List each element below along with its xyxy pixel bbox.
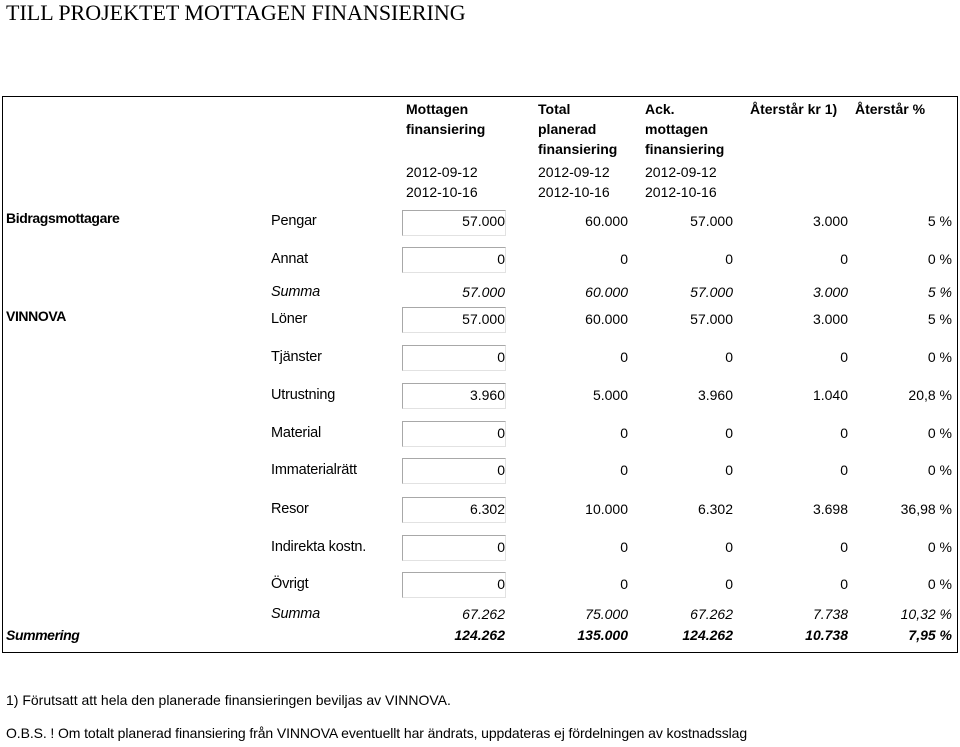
- ack-value: 0: [725, 576, 733, 592]
- aterstar-value: 3.698: [812, 501, 848, 517]
- aterstar-value: 0: [840, 349, 848, 365]
- section-vinnova: VINNOVA: [6, 308, 66, 324]
- aterstar-pct-value: 0 %: [927, 576, 952, 592]
- mottagen-input[interactable]: [402, 458, 506, 484]
- aterstar-value: 0: [840, 576, 848, 592]
- planerad-value: 75.000: [585, 606, 628, 622]
- ack-value: 0: [725, 349, 733, 365]
- planerad-value: 0: [620, 251, 628, 267]
- ack-value: 3.960: [697, 387, 733, 403]
- mottagen-value: 6.302: [469, 501, 505, 517]
- aterstar-pct-value: 0 %: [927, 251, 952, 267]
- aterstar-pct-value: 7,95 %: [908, 627, 952, 643]
- aterstar-value: 10.738: [805, 627, 848, 643]
- aterstar-value: 3.000: [812, 311, 848, 327]
- aterstar-value: 1.040: [812, 387, 848, 403]
- ack-value: 0: [725, 251, 733, 267]
- planerad-value: 60.000: [585, 284, 628, 300]
- page-title: TILL PROJEKTET MOTTAGEN FINANSIERING: [6, 0, 466, 25]
- header-ack-mottagen: Ack. mottagen finansiering: [645, 101, 725, 157]
- mottagen-value: 57.000: [462, 284, 505, 300]
- row-label: Övrigt: [271, 576, 309, 592]
- mottagen-value: 3.960: [469, 387, 505, 403]
- section-summering: Summering: [6, 627, 80, 643]
- mottagen-input[interactable]: [402, 247, 506, 273]
- aterstar-pct-value: 0 %: [927, 539, 952, 555]
- row-label: Summa: [271, 606, 320, 622]
- mottagen-value: 0: [497, 349, 505, 365]
- planerad-value: 0: [620, 425, 628, 441]
- ack-value: 67.262: [690, 606, 733, 622]
- aterstar-value: 0: [840, 251, 848, 267]
- aterstar-pct-value: 5 %: [927, 213, 952, 229]
- aterstar-value: 7.738: [812, 606, 848, 622]
- planerad-value: 0: [620, 349, 628, 365]
- row-label: Pengar: [271, 213, 317, 229]
- footnote-1: 1) Förutsatt att hela den planerade finansieringen beviljas av VINNOVA.: [6, 692, 451, 708]
- planerad-value: 10.000: [585, 501, 628, 517]
- aterstar-pct-value: 5 %: [927, 284, 952, 300]
- planerad-value: 0: [620, 576, 628, 592]
- row-label: Löner: [271, 311, 308, 327]
- mottagen-value: 124.262: [454, 627, 505, 643]
- mottagen-value: 0: [497, 576, 505, 592]
- planerad-value: 60.000: [585, 213, 628, 229]
- aterstar-value: 0: [840, 539, 848, 555]
- row-label: Material: [271, 425, 321, 441]
- mottagen-input[interactable]: [402, 421, 506, 447]
- ack-value: 57.000: [690, 284, 733, 300]
- ack-value: 57.000: [690, 311, 733, 327]
- header-total-planerad: Total planerad finansiering: [538, 101, 618, 157]
- aterstar-pct-value: 20,8 %: [908, 387, 952, 403]
- row-label: Annat: [271, 251, 308, 267]
- aterstar-value: 3.000: [812, 213, 848, 229]
- header-mottagen: Mottagen finansiering: [406, 101, 486, 137]
- mottagen-value: 57.000: [462, 311, 505, 327]
- mottagen-value: 0: [497, 251, 505, 267]
- mottagen-input[interactable]: [402, 572, 506, 598]
- period-mottagen: 2012-09-12 2012-10-16: [406, 164, 478, 200]
- mottagen-input[interactable]: [402, 345, 506, 371]
- ack-value: 0: [725, 539, 733, 555]
- planerad-value: 0: [620, 539, 628, 555]
- aterstar-value: 0: [840, 425, 848, 441]
- row-label: Indirekta kostn.: [271, 539, 367, 555]
- mottagen-value: 0: [497, 539, 505, 555]
- aterstar-value: 3.000: [812, 284, 848, 300]
- planerad-value: 0: [620, 462, 628, 478]
- period-ack: 2012-09-12 2012-10-16: [645, 164, 717, 200]
- header-aterstar-kr: Återstår kr 1): [750, 101, 838, 117]
- aterstar-pct-value: 36,98 %: [900, 501, 952, 517]
- planerad-value: 135.000: [577, 627, 628, 643]
- ack-value: 0: [725, 462, 733, 478]
- row-label: Utrustning: [271, 387, 336, 403]
- ack-value: 6.302: [697, 501, 733, 517]
- aterstar-pct-value: 5 %: [927, 311, 952, 327]
- aterstar-value: 0: [840, 462, 848, 478]
- row-label: Tjänster: [271, 349, 322, 365]
- ack-value: 0: [725, 425, 733, 441]
- row-label: Summa: [271, 284, 320, 300]
- aterstar-pct-value: 0 %: [927, 425, 952, 441]
- mottagen-value: 0: [497, 425, 505, 441]
- aterstar-pct-value: 0 %: [927, 349, 952, 365]
- section-bidragsmottagare: Bidragsmottagare: [6, 210, 120, 226]
- planerad-value: 5.000: [592, 387, 628, 403]
- ack-value: 57.000: [690, 213, 733, 229]
- aterstar-pct-value: 10,32 %: [900, 606, 952, 622]
- row-label: Immaterialrätt: [271, 462, 357, 478]
- financing-table-frame: [2, 96, 958, 653]
- header-aterstar-pct: Återstår %: [855, 101, 926, 117]
- ack-value: 124.262: [682, 627, 733, 643]
- mottagen-value: 0: [497, 462, 505, 478]
- mottagen-input[interactable]: [402, 535, 506, 561]
- planerad-value: 60.000: [585, 311, 628, 327]
- aterstar-pct-value: 0 %: [927, 462, 952, 478]
- row-label: Resor: [271, 501, 309, 517]
- mottagen-value: 57.000: [462, 213, 505, 229]
- footnote-obs: O.B.S. ! Om totalt planerad finansiering från VINNOVA eventuellt har ändrats, uppdateras ej fördelningen av kostnadsslag: [6, 725, 748, 741]
- period-planerad: 2012-09-12 2012-10-16: [538, 164, 610, 200]
- mottagen-value: 67.262: [462, 606, 505, 622]
